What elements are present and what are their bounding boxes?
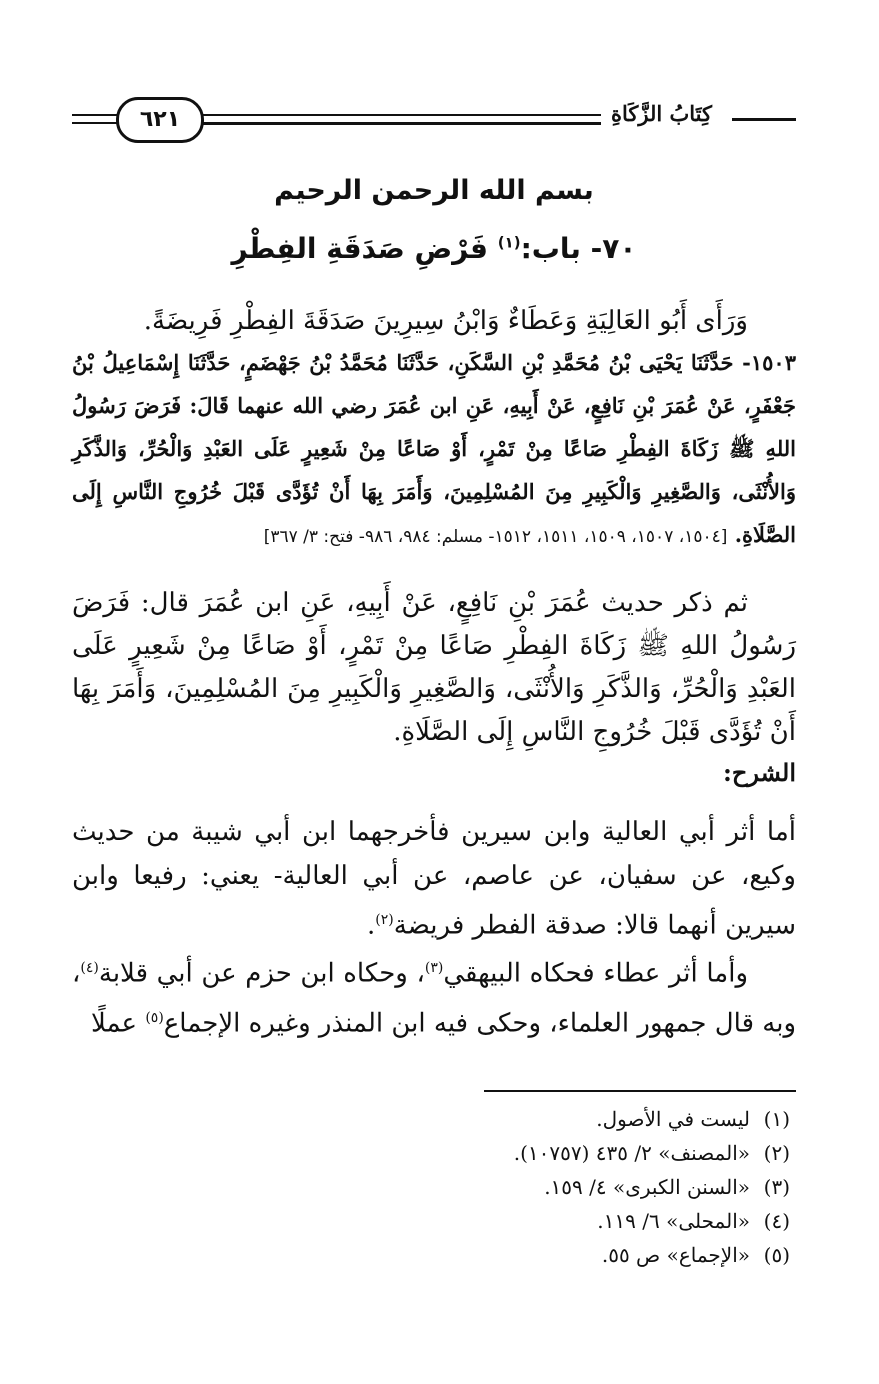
- running-title: كِتَابُ الزَّكَاةِ: [601, 94, 722, 134]
- commentary-heading: الشرح:: [723, 758, 796, 787]
- footnote-ref-5: (٥): [145, 1009, 164, 1026]
- header-rule-left-bottom: [72, 122, 120, 124]
- footnote-ref-3: (٣): [424, 960, 444, 976]
- chapter-title: فَرْضِ صَدَقَةِ الفِطْرِ: [231, 232, 488, 265]
- header-rule-left-top: [72, 114, 120, 116]
- footnote-item: [72, 1136, 796, 1170]
- commentary-paragraph-1: [72, 810, 796, 948]
- footnote-ref-2: (٢): [375, 912, 394, 928]
- footnote-ref-4: (٤): [80, 960, 99, 976]
- footnote-text: «المصنف» ٢/ ٤٣٥ (١٠٧٥٧).: [513, 1141, 750, 1165]
- chapter-number: ٧٠- باب:: [520, 232, 637, 265]
- footnote-item: [72, 1238, 796, 1272]
- header-rule-right: [732, 118, 796, 121]
- paragraph-2-part-2: ، وحكاه ابن حزم عن أبي قلابة: [98, 958, 425, 989]
- athar-text: وَرَأَى أَبُو العَالِيَةِ وَعَطَاءٌ وَابْنُ سِيرِينَ صَدَقَةَ الفِطْرِ فَرِيضَةً.: [143, 306, 748, 336]
- hadith-block: [72, 341, 796, 559]
- commentary-paragraph-2: [72, 946, 796, 1045]
- footnote-number: (٣): [763, 1175, 790, 1199]
- footnote-number: (٥): [763, 1243, 790, 1267]
- footnote-text: «السنن الكبرى» ٤/ ١٥٩.: [544, 1175, 750, 1199]
- paragraph-1-end: .: [367, 910, 376, 941]
- footnote-number: (٤): [763, 1209, 790, 1233]
- page-header: [72, 96, 796, 146]
- paragraph-1-text: أما أثر أبي العالية وابن سيرين فأخرجهما ابن أبي شيبة من حديث وكيع، عن سفيان، عن عاصم، عن أبي العالية- يعني: رفيعا وابن سيرين أنهما قالا: صدقة الفطر فريضة: [72, 817, 796, 941]
- footnote-item: [72, 1170, 796, 1204]
- footnotes-list: [72, 1102, 796, 1272]
- footnote-number: (١): [763, 1107, 790, 1131]
- footnote-text: «الإجماع» ص ٥٥.: [601, 1243, 750, 1267]
- footnote-number: (٢): [763, 1141, 790, 1165]
- footnote-text: «المحلى» ٦/ ١١٩.: [597, 1209, 750, 1233]
- basmala: بسم الله الرحمن الرحيم: [274, 175, 594, 206]
- chapter-heading: [72, 232, 796, 265]
- paragraph-2-part-4: عملًا: [91, 1008, 146, 1039]
- hadith-references: [١٥٠٤، ١٥٠٧، ١٥٠٩، ١٥١١، ١٥١٢- مسلم: ٩٨٤، ٩٨٦- فتح: ٣/ ٣٦٧]: [263, 527, 728, 547]
- footnote-item: [72, 1204, 796, 1238]
- footnote-text: ليست في الأصول.: [596, 1107, 750, 1131]
- page-number: ٦٢١: [116, 97, 204, 143]
- hadith-text: ١٥٠٣- حَدَّثَنَا يَحْيَى بْنُ مُحَمَّدِ بْنِ السَّكَنِ، حَدَّثَنَا مُحَمَّدُ بْنُ جَهْضَمٍ، حَدَّثَنَا إِسْمَاعِيلُ بْنُ جَعْفَرٍ، عَنْ عُمَرَ بْنِ نَافِعٍ، عَنْ أَبِيهِ، عَنِ ابن عُمَرَ رضي الله عنهما قَالَ: فَرَضَ رَسُولُ اللهِ ﷺ زَكَاةَ الفِطْرِ صَاعًا مِنْ تَمْرٍ، أَوْ صَاعًا مِنْ شَعِيرٍ عَلَى العَبْدِ وَالْحُرِّ، وَالذَّكَرِ وَالأُنْثَى، وَالصَّغِيرِ وَالْكَبِيرِ مِنَ المُسْلِمِينَ، وَأَمَرَ بِهَا أَنْ تُؤَدَّى قَبْلَ خُرُوجِ النَّاسِ إِلَى الصَّلَاةِ.: [72, 350, 796, 547]
- paragraph-2-part-3: ، وبه قال جمهور العلماء، وحكى فيه ابن المنذر وغيره الإجماع: [72, 958, 796, 1039]
- chapter-footnote-ref: (١): [497, 233, 521, 252]
- paragraph-2-part-1: وأما أثر عطاء فحكاه البيهقي: [443, 958, 748, 989]
- quoted-hadith: ثم ذكر حديث عُمَرَ بْنِ نَافِعٍ، عَنْ أَبِيهِ، عَنِ ابن عُمَرَ قال: فَرَضَ رَسُولُ اللهِ ﷺ زَكَاةَ الفِطْرِ صَاعًا مِنْ تَمْرٍ، أَوْ صَاعًا مِنْ شَعِيرٍ عَلَى العَبْدِ وَالْحُرِّ، وَالذَّكَرِ وَالأُنْثَى، وَالصَّغِيرِ وَالْكَبِيرِ مِنَ المُسْلِمِينَ، وَأَمَرَ بِهَا أَنْ تُؤَدَّى قَبْلَ خُرُوجِ النَّاسِ إِلَى الصَّلَاةِ.: [72, 588, 797, 747]
- footnote-item: [72, 1102, 796, 1136]
- footnote-separator: [484, 1090, 796, 1092]
